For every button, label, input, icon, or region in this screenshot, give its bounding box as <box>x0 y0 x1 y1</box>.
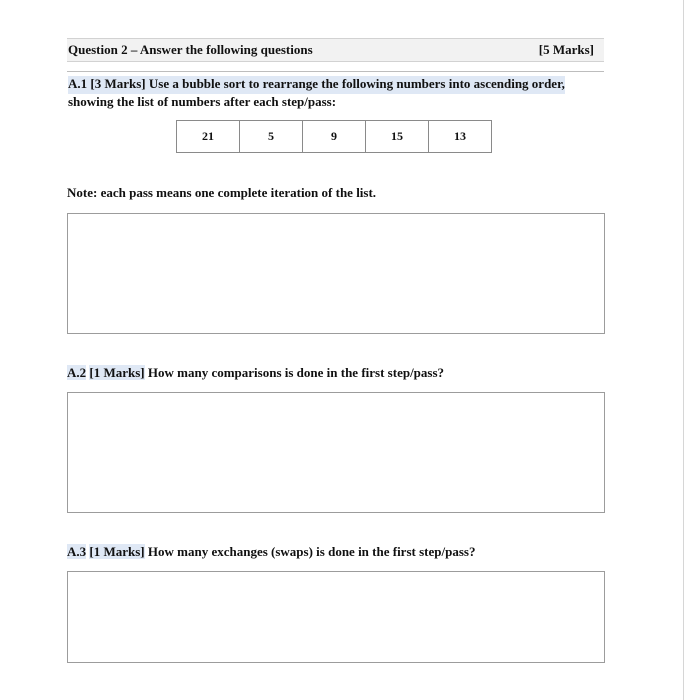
a1-label: A.1 <box>68 76 88 91</box>
a1-note: Note: each pass means one complete iteration of the list. <box>67 185 377 200</box>
number-cell: 15 <box>366 121 429 153</box>
a3-text: How many exchanges (swaps) is done in the first step/pass? <box>147 544 476 559</box>
a3-marks: [1 Marks] <box>89 544 145 559</box>
a2-marks: [1 Marks] <box>89 365 145 380</box>
number-cell: 21 <box>177 121 240 153</box>
numbers-row <box>177 121 492 153</box>
a2-label: A.2 <box>67 365 87 380</box>
a1-text-line2: showing the list of numbers after each step/pass: <box>68 94 337 109</box>
a2-text: How many comparisons is done in the first step/pass? <box>147 365 445 380</box>
question-header <box>67 38 604 62</box>
question-a3 <box>67 544 475 560</box>
a1-prompt-line1 <box>68 76 565 94</box>
numbers-table <box>176 120 492 153</box>
question-a2 <box>67 365 444 381</box>
a1-text-line1: Use a bubble sort to rearrange the following numbers into ascending order, <box>148 76 565 91</box>
number-cell: 13 <box>429 121 492 153</box>
a1-prompt-line2 <box>68 94 336 110</box>
a1-answer-box[interactable] <box>67 213 605 334</box>
question-marks: [5 Marks] <box>538 42 594 57</box>
page-edge <box>683 0 684 700</box>
a3-answer-box[interactable] <box>67 571 605 663</box>
question-a1 <box>67 71 604 109</box>
a2-answer-box[interactable] <box>67 392 605 513</box>
number-cell: 5 <box>240 121 303 153</box>
number-cell: 9 <box>303 121 366 153</box>
question-title: Question 2 – Answer the following questions <box>68 42 313 57</box>
a1-marks: [3 Marks] <box>90 76 146 91</box>
a3-label: A.3 <box>67 544 87 559</box>
